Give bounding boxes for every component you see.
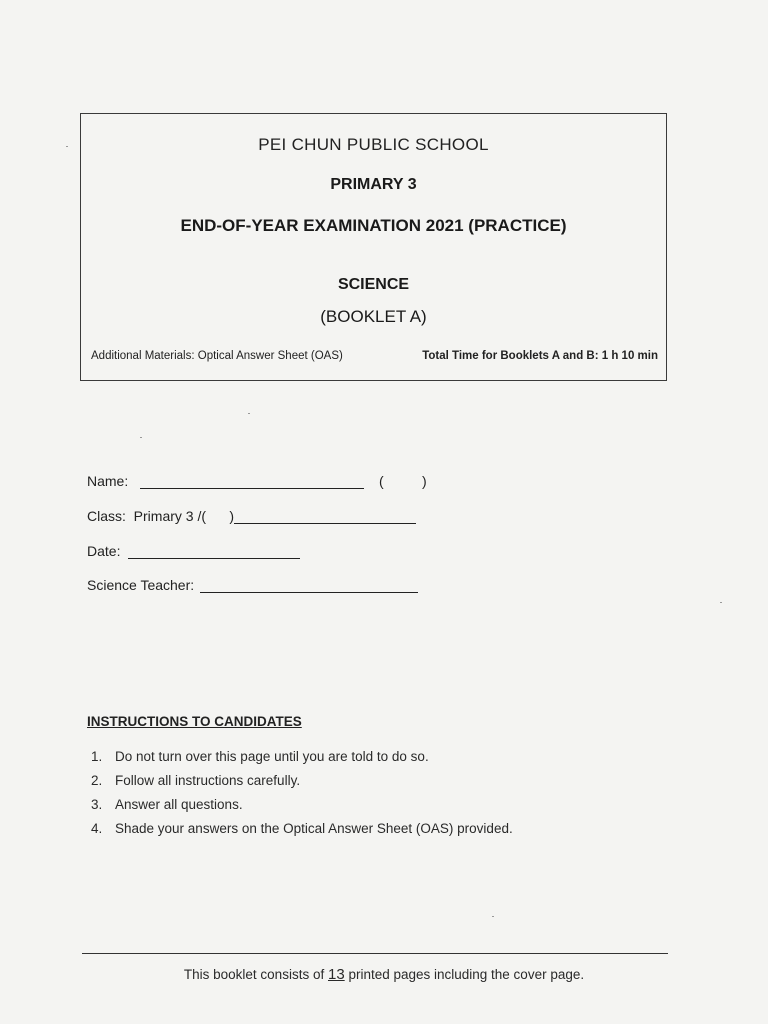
booklet-label: (BOOKLET A) [320,307,427,326]
instruction-number: 1. [91,749,103,764]
instruction-number: 4. [91,821,103,836]
class-line[interactable] [234,509,416,524]
class-field[interactable] [87,508,416,524]
instruction-item [91,821,513,845]
page-count: 13 [327,966,345,983]
date-field[interactable] [87,543,300,559]
name-field[interactable] [87,473,364,489]
additional-materials: Additional Materials: Optical Answer Sheet (OAS) [91,350,343,362]
level-title: PRIMARY 3 [330,176,417,193]
scan-speck [140,437,142,438]
instructions-list [91,749,513,845]
instruction-number: 3. [91,797,103,812]
school-name: PEI CHUN PUBLIC SCHOOL [258,135,489,154]
register-paren-open: ( [379,473,384,489]
instruction-number: 2. [91,773,103,788]
date-label: Date: [87,543,121,559]
scan-speck [66,146,68,147]
exam-title: END-OF-YEAR EXAMINATION 2021 (PRACTICE) [180,216,567,235]
instruction-text: Do not turn over this page until you are told to do so. [115,749,429,764]
footer-note [0,966,768,983]
date-line[interactable] [128,544,300,559]
instruction-text: Answer all questions. [115,797,243,812]
footer-prefix: This booklet consists of [183,967,325,982]
instruction-item [91,749,513,773]
register-paren-close: ) [422,473,427,489]
footer-rule [82,953,668,954]
subject-title: SCIENCE [337,276,410,293]
instruction-text: Follow all instructions carefully. [115,773,301,788]
instruction-item [91,773,513,797]
name-line[interactable] [140,474,364,489]
footer-suffix: printed pages including the cover page. [348,967,585,982]
total-time: Total Time for Booklets A and B: 1 h 10 min [422,350,658,362]
science-teacher-line[interactable] [200,578,418,593]
instructions-heading: INSTRUCTIONS TO CANDIDATES [87,714,302,729]
scan-speck [720,602,722,603]
scan-speck [492,916,494,917]
class-label: Class: Primary 3 /( ) [87,508,235,524]
name-label: Name: [87,473,129,489]
science-teacher-field[interactable] [87,577,418,593]
science-teacher-label: Science Teacher: [87,577,195,593]
cover-header-box [80,113,667,381]
instruction-item [91,797,513,821]
instruction-text: Shade your answers on the Optical Answer Sheet (OAS) provided. [115,821,513,836]
scan-speck [248,413,250,414]
